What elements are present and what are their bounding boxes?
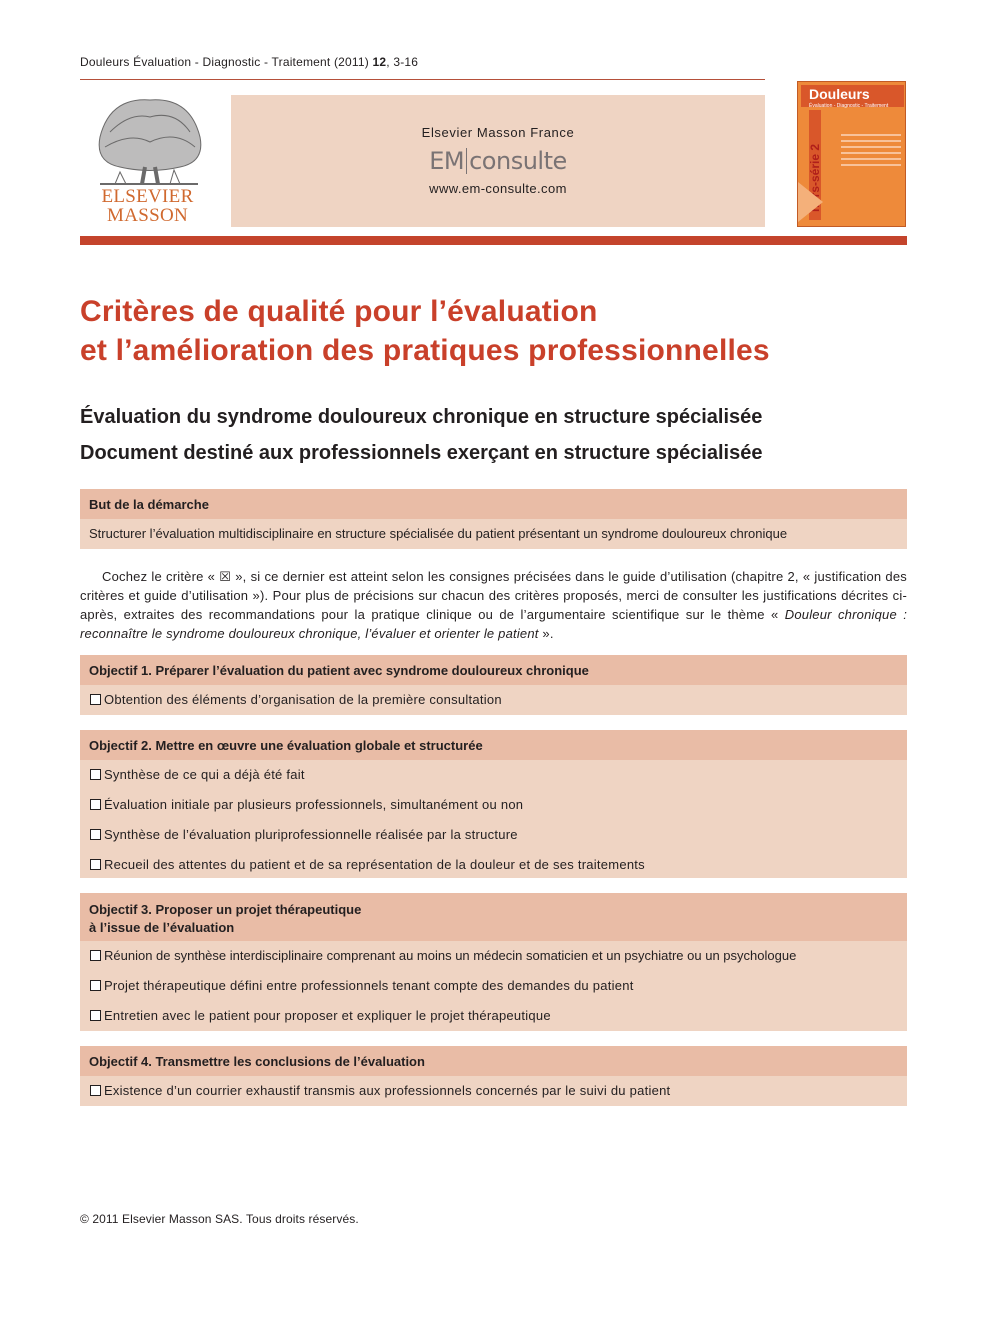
criterion-item <box>80 1076 907 1106</box>
header-rule <box>80 236 907 245</box>
criterion-label: Entretien avec le patient pour proposer et expliquer le projet thérapeutique <box>104 1008 551 1023</box>
objective-box-4 <box>80 1046 907 1106</box>
criterion-item <box>80 790 907 820</box>
checkbox[interactable] <box>90 859 101 870</box>
emconsulte-logo <box>231 147 765 175</box>
cover-triangle-shape <box>798 182 823 222</box>
article-subtitle <box>80 399 762 471</box>
criterion-label: Projet thérapeutique défini entre professionnels tenant compte des demandes du patient <box>104 978 634 993</box>
criterion-label: Recueil des attentes du patient et de sa représentation de la douleur et de ses traitements <box>104 857 645 872</box>
intro-paragraph <box>80 567 907 643</box>
publisher-banner <box>231 95 765 227</box>
checkbox[interactable] <box>90 1085 101 1096</box>
criterion-item <box>80 850 907 880</box>
aim-heading: But de la démarche <box>80 489 907 519</box>
objective-heading: Objectif 2. Mettre en œuvre une évaluation globale et structurée <box>80 730 907 760</box>
checkbox[interactable] <box>90 769 101 780</box>
article-title-line-1: Critères de qualité pour l’évaluation <box>80 295 598 328</box>
objective-heading-line-1: Objectif 3. Proposer un projet thérapeutique <box>89 902 362 917</box>
article-title <box>80 292 770 370</box>
banner-url[interactable]: www.em-consulte.com <box>429 181 567 196</box>
criterion-item <box>80 760 907 790</box>
criterion-item <box>80 1001 907 1031</box>
cover-vertical-label: hors-série 2 <box>808 143 822 212</box>
article-subtitle-line-2: Document destiné aux professionnels exerçant en structure spécialisée <box>80 442 763 464</box>
checkbox[interactable] <box>90 829 101 840</box>
emconsulte-logo-em: EM <box>429 147 465 175</box>
criterion-label: Obtention des éléments d’organisation de la première consultation <box>104 692 502 707</box>
running-head <box>80 55 418 69</box>
logo-line-masson: MASSON <box>107 205 188 226</box>
criterion-item <box>80 820 907 850</box>
criterion-item <box>80 971 907 1001</box>
checkbox[interactable] <box>90 950 101 961</box>
criterion-label: Synthèse de l’évaluation pluriprofessionnelle réalisée par la structure <box>104 827 518 842</box>
criterion-label: Évaluation initiale par plusieurs professionnels, simultanément ou non <box>104 797 524 812</box>
top-rule <box>80 79 765 80</box>
checkbox[interactable] <box>90 1010 101 1021</box>
intro-text: Cochez le critère « ☒ », si ce dernier est atteint selon les consignes précisées dans le guide d’utilisation (chapitre 2, « justification des critères et guide d’utilisation »). Pour plus de précisions sur chacun des critères proposés, merci de consulter les justifications décrites ci-après, extraites des recommandations pour la pratique clinique ou de l’argumentaire scientifique sur le thème « <box>80 569 907 622</box>
copyright-notice: © 2011 Elsevier Masson SAS. Tous droits réservés. <box>80 1212 359 1226</box>
criterion-item <box>80 941 907 971</box>
checkbox[interactable] <box>90 980 101 991</box>
journal-cover <box>797 81 906 227</box>
aim-text: Structurer l’évaluation multidisciplinaire en structure spécialisée du patient présentant un syndrome douloureux chronique <box>89 526 788 541</box>
publisher-wordmark <box>80 187 215 225</box>
journal-name: Douleurs Évaluation - Diagnostic - Traitement (2011) <box>80 55 369 69</box>
banner-publisher: Elsevier Masson France <box>421 125 575 140</box>
page-range: , 3-16 <box>386 55 419 69</box>
objective-box-3 <box>80 893 907 1031</box>
article-title-line-2: et l’amélioration des pratiques professionnelles <box>80 334 770 367</box>
objective-box-1 <box>80 655 907 715</box>
criterion-item <box>80 685 907 715</box>
intro-end: ». <box>538 626 554 641</box>
logo-line-elsevier: ELSEVIER <box>101 186 194 207</box>
objective-heading <box>80 893 907 941</box>
emconsulte-logo-consulte: consulte <box>469 147 567 175</box>
objective-heading: Objectif 1. Préparer l’évaluation du patient avec syndrome douloureux chronique <box>80 655 907 685</box>
cover-title: Douleurs <box>801 85 904 107</box>
checkbox[interactable] <box>90 799 101 810</box>
objective-heading: Objectif 4. Transmettre les conclusions de l’évaluation <box>80 1046 907 1076</box>
criterion-label: Réunion de synthèse interdisciplinaire comprenant au moins un médecin somaticien et un psychiatre ou un psychologue <box>104 948 797 963</box>
article-subtitle-line-1: Évaluation du syndrome douloureux chronique en structure spécialisée <box>80 406 763 428</box>
criterion-label: Existence d’un courrier exhaustif transmis aux professionnels concernés par le suivi du patient <box>104 1083 671 1098</box>
intro-theme: Douleur chronique : reconnaître le syndrome douloureux chronique, l’évaluer et orienter le patient <box>80 607 907 641</box>
objective-heading-line-2: à l’issue de l’évaluation <box>89 920 235 935</box>
criterion-label: Synthèse de ce qui a déjà été fait <box>104 767 305 782</box>
checkbox[interactable] <box>90 694 101 705</box>
volume-number: 12 <box>372 55 387 69</box>
cover-subtitle: Évaluation - Diagnostic - Traitement <box>809 103 889 109</box>
objective-box-2 <box>80 730 907 878</box>
cover-text-lines <box>841 134 901 170</box>
aim-box <box>80 489 907 549</box>
